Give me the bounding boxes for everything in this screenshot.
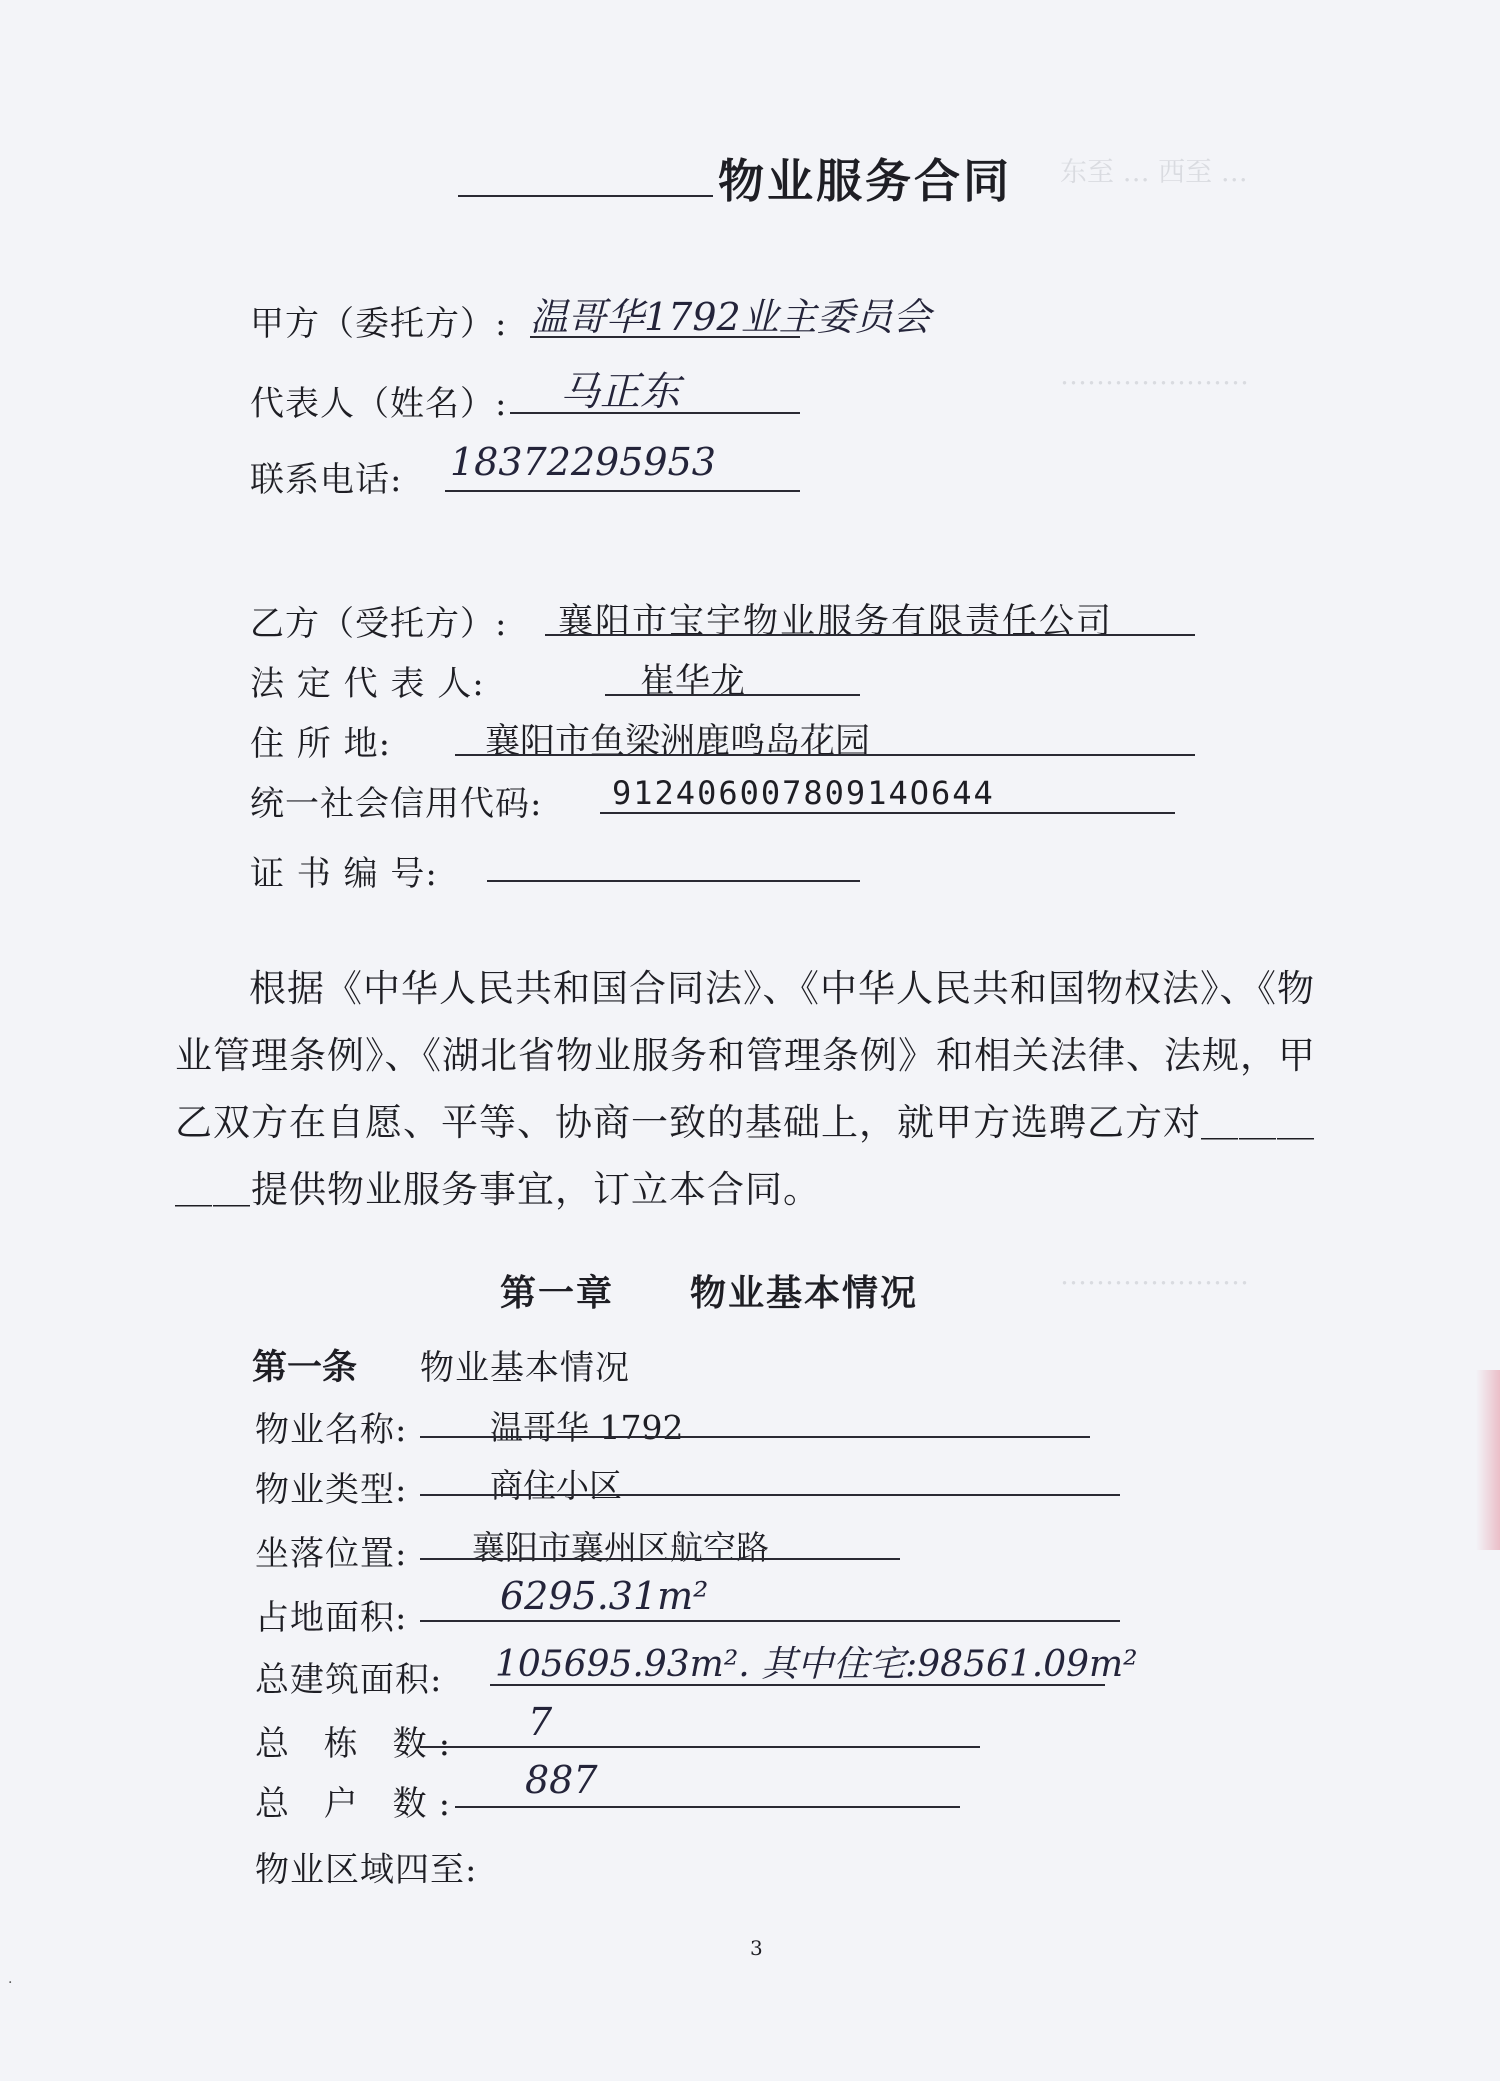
certificate-label: 证 书 编 号: bbox=[250, 854, 438, 894]
bleed-through-text: ………………… bbox=[1060, 1260, 1249, 1291]
party-a-rep-line bbox=[510, 412, 800, 414]
article-title: 第一条 bbox=[252, 1348, 358, 1388]
field-line bbox=[420, 1494, 1120, 1496]
party-a-line bbox=[530, 336, 800, 338]
address-line bbox=[455, 754, 1195, 756]
field-line bbox=[420, 1558, 900, 1560]
seal-edge-mark bbox=[1476, 1370, 1500, 1550]
party-a-phone-line bbox=[445, 490, 800, 492]
field-label: 总 户 数: bbox=[255, 1784, 463, 1824]
credit-code-line bbox=[600, 812, 1175, 814]
bleed-through-text: ………………… bbox=[1060, 360, 1249, 391]
credit-code-label: 统一社会信用代码: bbox=[250, 784, 543, 824]
party-a-rep-label: 代表人（姓名）: bbox=[250, 384, 508, 424]
field-value: 7 bbox=[528, 1700, 553, 1744]
party-b-value: 襄阳市宝宇物业服务有限责任公司 bbox=[558, 602, 1114, 642]
address-value: 襄阳市鱼梁洲鹿鸣岛花园 bbox=[485, 722, 871, 762]
page-number: 3 bbox=[750, 1936, 763, 1960]
legal-rep-label: 法 定 代 表 人: bbox=[250, 664, 485, 704]
field-label: 占地面积: bbox=[255, 1598, 408, 1638]
field-value: 温哥华 1792 bbox=[490, 1408, 684, 1447]
bleed-through-text: 东至 … 西至 … bbox=[1060, 157, 1248, 188]
preamble-paragraph: 根据《中华人民共和国合同法》、《中华人民共和国物权法》、《物业管理条例》、《湖北省物业服务和管理条例》和相关法律、法规，甲乙双方在自愿、平等、协商一致的基础上，就甲方选聘乙方对＿＿＿＿＿提供物业服务事宜，订立本合同。 bbox=[175, 967, 1316, 1211]
party-a-phone-label: 联系电话: bbox=[250, 460, 403, 500]
chapter-heading: 第一章 物业基本情况 bbox=[500, 1273, 919, 1314]
field-label: 物业区域四至: bbox=[255, 1850, 478, 1890]
field-value: 6295.31m² bbox=[500, 1574, 709, 1618]
field-line bbox=[420, 1746, 980, 1748]
party-a-rep-value: 马正东 bbox=[560, 369, 680, 415]
field-value: 887 bbox=[525, 1758, 598, 1802]
article-text: 物业基本情况 bbox=[420, 1348, 630, 1388]
field-line bbox=[455, 1806, 960, 1808]
party-b-label: 乙方（受托方）: bbox=[250, 604, 508, 644]
field-line bbox=[420, 1620, 1120, 1622]
field-label: 总建筑面积: bbox=[255, 1660, 443, 1700]
field-value: 商住小区 bbox=[490, 1466, 622, 1505]
party-a-phone-value: 18372295953 bbox=[450, 440, 716, 484]
legal-rep-line bbox=[605, 694, 860, 696]
title-blank-line bbox=[458, 195, 713, 197]
field-value: 105695.93m². 其中住宅:98561.09m² bbox=[495, 1644, 1138, 1685]
field-value: 襄阳市襄州区航空路 bbox=[472, 1528, 769, 1567]
party-a-label: 甲方（委托方）: bbox=[250, 304, 508, 344]
field-label: 总 栋 数: bbox=[255, 1724, 463, 1764]
page-title: 物业服务合同 bbox=[718, 154, 1012, 208]
field-label: 物业名称: bbox=[255, 1410, 408, 1450]
credit-code-value: 91240600780914O644 bbox=[612, 774, 995, 812]
scan-speck: · bbox=[8, 1975, 13, 1991]
field-line bbox=[490, 1684, 1105, 1686]
certificate-line bbox=[487, 880, 860, 882]
party-a-value: 温哥华1792业主委员会 bbox=[530, 295, 931, 339]
field-label: 物业类型: bbox=[255, 1470, 408, 1510]
address-label: 住 所 地: bbox=[250, 724, 392, 764]
field-line bbox=[420, 1436, 1090, 1438]
party-b-line bbox=[545, 634, 1195, 636]
legal-rep-value: 崔华龙 bbox=[640, 662, 746, 702]
field-label: 坐落位置: bbox=[255, 1534, 408, 1574]
